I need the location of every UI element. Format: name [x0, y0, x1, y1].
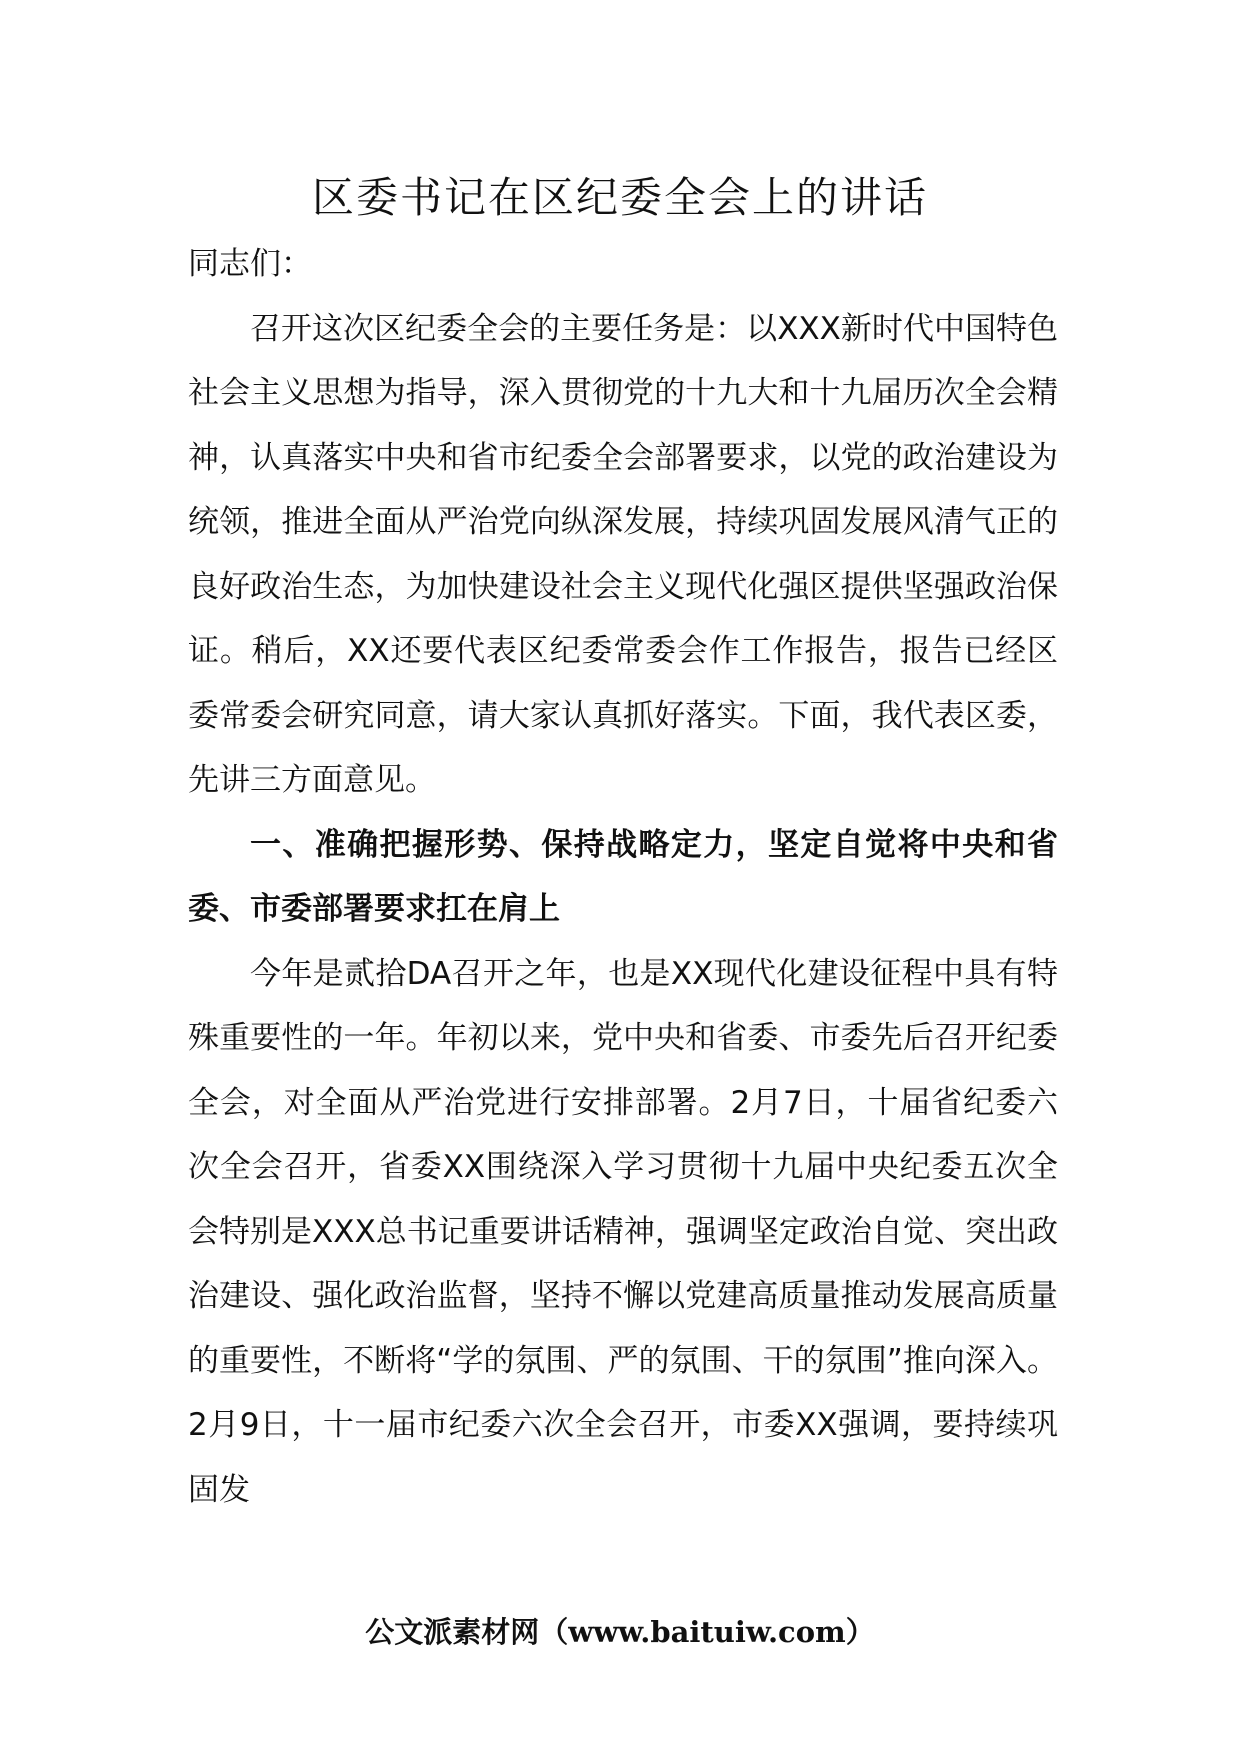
document-body — [188, 232, 1058, 1522]
paragraph-section-1: 今年是贰拾DA召开之年，也是XX现代化建设征程中具有特殊重要性的一年。年初以来，党中央和省委、市委先后召开纪委全会，对全面从严治党进行安排部署。2月7日，十届省纪委六次全会召开，省委XX围绕深入学习贯彻十九届中央纪委五次全会特别是XXX总书记重要讲话精神，强调坚定政治自觉、突出政治建设、强化政治监督，坚持不懈以党建高质量推动发展高质量的重要性，不断将“学的氛围、严的氛围、干的氛围”推向深入。2月9日，十一届市纪委六次全会召开，市委XX强调，要持续巩固发 — [188, 955, 1058, 1508]
paragraph-intro: 召开这次区纪委全会的主要任务是：以XXX新时代中国特色社会主义思想为指导，深入贯彻党的十九大和十九届历次全会精神，认真落实中央和省市纪委全会部署要求，以党的政治建设为统领，推进全面从严治党向纵深发展，持续巩固发展风清气正的良好政治生态，为加快建设社会主义现代化强区提供坚强政治保证。稍后，XX还要代表区纪委常委会作工作报告，报告已经区委常委会研究同意，请大家认真抓好落实。下面，我代表区委，先讲三方面意见。 — [188, 310, 1058, 798]
section-heading-1: 一、准确把握形势、保持战略定力，坚定自觉将中央和省委、市委部署要求扛在肩上 — [188, 826, 1058, 927]
document-title: 区委书记在区纪委全会上的讲话 — [311, 173, 928, 222]
salutation: 同志们： — [188, 246, 312, 282]
footer-watermark: 公文派素材网（www.baituiw.com） — [365, 1615, 875, 1649]
